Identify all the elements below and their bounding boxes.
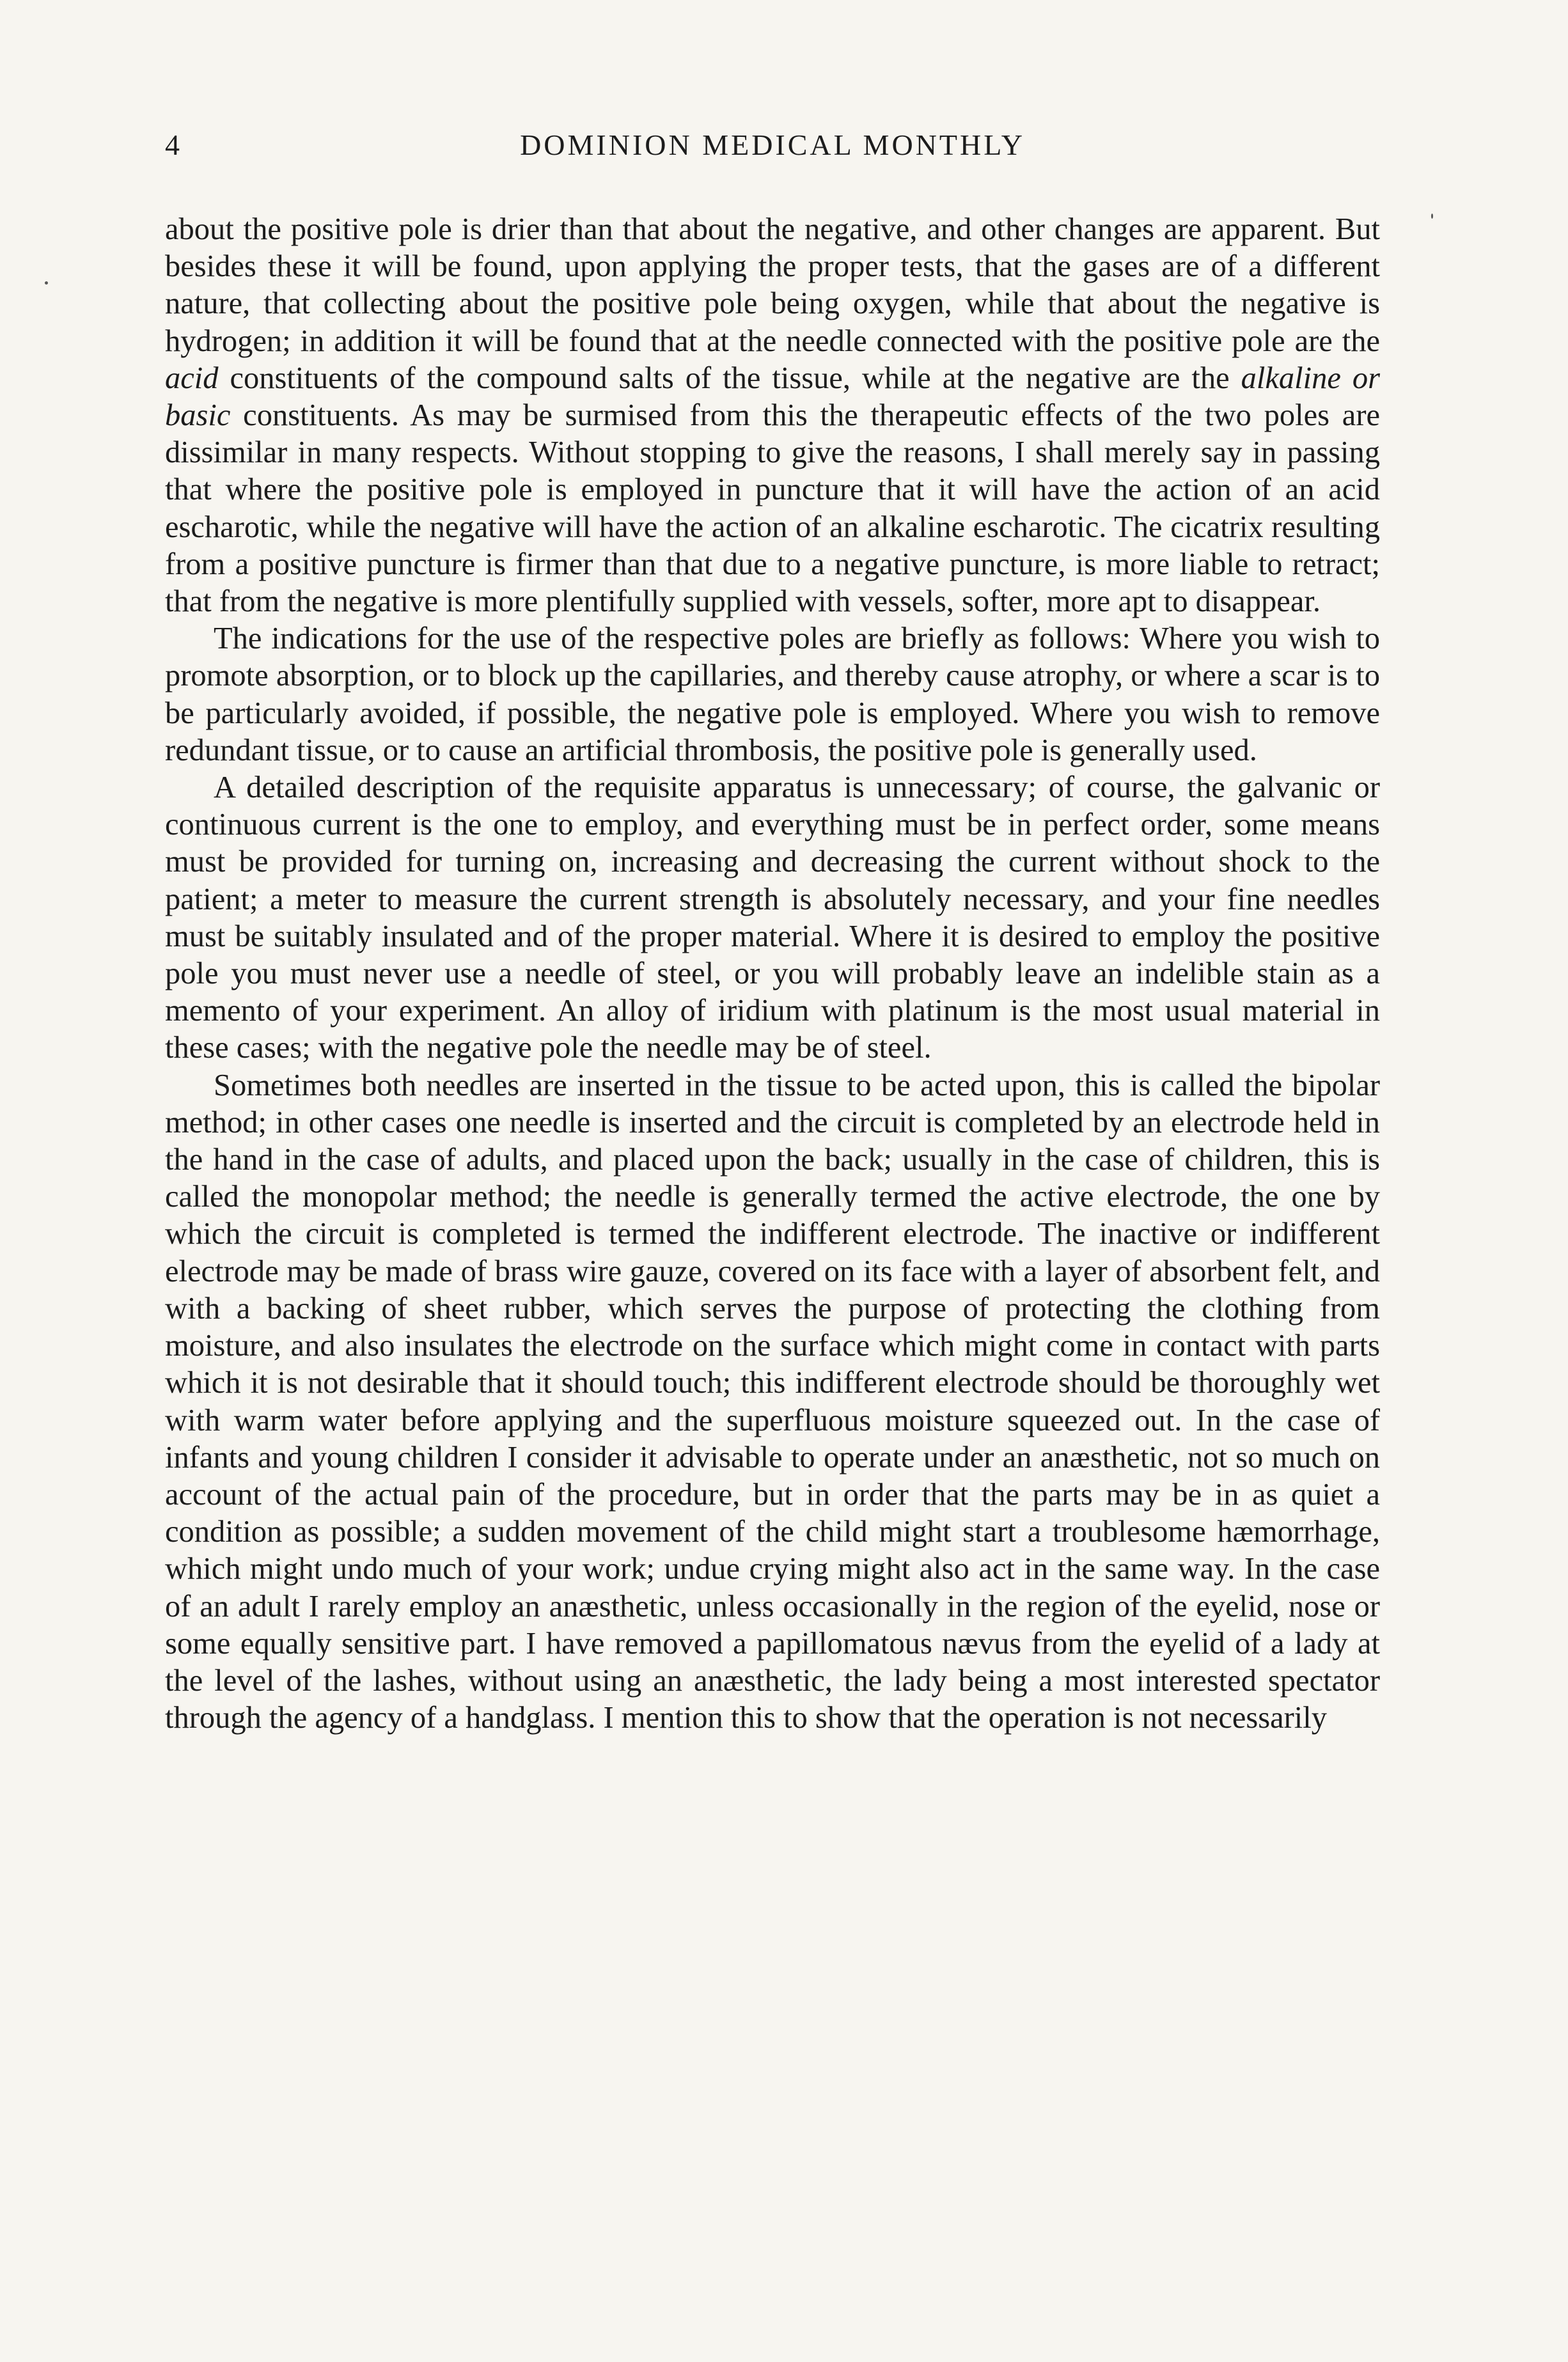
italic-term-acid: acid [165,361,219,395]
paragraph-text: about the positive pole is drier than that about the negative, and other changes are apparent. But besides these it will be found, upon applying the proper tests, that the gases are of a different nature, that collecting about the positive pole being oxygen, while that about the negative is hydrogen; in addition it will be found that at the needle connected with the positive pole are the [165,212,1380,358]
running-title: DOMINION MEDICAL MONTHLY [520,129,1025,161]
article-body [165,211,1380,1737]
print-speck [1431,214,1433,219]
paragraph-indications: The indications for the use of the respective poles are briefly as follows: Where you wish to promote absorption, or to block up the capillaries, and thereby cause atrophy, or where a scar is to be particularly avoided, if possible, the negative pole is employed. Where you wish to remove redundant tissue, or to cause an artificial thrombosis, the positive pole is generally used. [165,622,1380,767]
page-header [165,128,1380,179]
italic-term-alkaline: alkaline or basic [165,361,1380,433]
page-number: 4 [165,129,180,161]
page [165,128,1380,1737]
paragraph-apparatus: A detailed description of the requisite apparatus is unnecessary; of course, the galvanic or continuous current is the one to employ, and everything must be in perfect order, some means must be provided for turning on, increasing and decreasing the current without shock to the patient; a meter to measure the current strength is absolutely necessary, and your fine needles must be suitably insulated and of the proper material. Where it is desired to employ the positive pole you must never use a needle of steel, or you will probably leave an indelible stain as a memento of your experiment. An alloy of iridium with platinum is the most usual material in these cases; with the negative pole the needle may be of steel. [165,770,1380,1065]
paragraph-electrodes: Sometimes both needles are inserted in the tissue to be acted upon, this is called the bipolar method; in other cases one needle is inserted and the circuit is completed by an electrode held in the hand in the case of adults, and placed upon the back; usually in the case of children, this is called the monopolar method; the needle is generally termed the active electrode, the one by which the circuit is completed is termed the indifferent electrode. The inactive or indifferent electrode may be made of brass wire gauze, covered on its face with a layer of absorbent felt, and with a backing of sheet rubber, which serves the purpose of protecting the clothing from moisture, and also insulates the electrode on the surface which might come in contact with parts which it is not desirable that it should touch; this indifferent electrode should be thoroughly wet with warm water before applying and the superfluous moisture squeezed out. In the case of infants and young children I consider it advisable to operate under an anæsthetic, not so much on account of the actual pain of the procedure, but in order that the parts may be in as quiet a condition as possible; a sudden movement of the child might start a troublesome hæmorrhage, which might undo much of your work; undue crying might also act in the same way. In the case of an adult I rarely employ an anæsthetic, unless occasionally in the region of the eyelid, nose or some equally sensitive part. I have removed a papillomatous nævus from the eyelid of a lady at the level of the lashes, without using an anæsthetic, the lady being a most interested spectator through the agency of a handglass. I mention this to show that the operation is not necessarily [165,1068,1380,1735]
print-speck [45,281,48,285]
paragraph-text: constituents. As may be surmised from this the therapeutic effects of the two poles are dissimilar in many respects. Without stopping to give the reasons, I shall merely say in passing that where the positive pole is employed in puncture that it will have the action of an acid escharotic, while the negative will have the action of an alkaline escharotic. The cicatrix resulting from a positive puncture is firmer than that due to a negative puncture, is more liable to retract; that from the negative is more plentifully supplied with vessels, softer, more apt to disappear. [165,398,1380,619]
paragraph-text: constituents of the compound salts of the tissue, while at the negative are the [218,361,1241,395]
paragraph-poles-effects [165,211,1380,620]
